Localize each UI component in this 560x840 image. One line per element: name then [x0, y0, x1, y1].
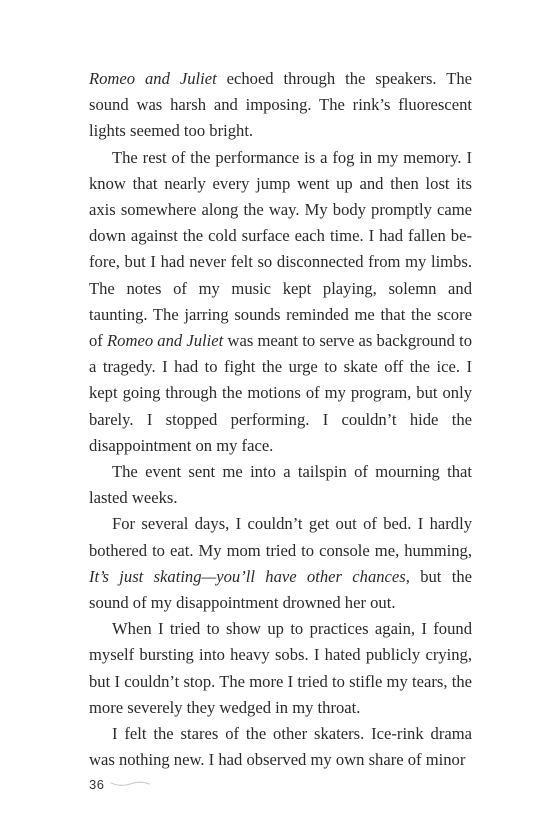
- paragraph-text: The rest of the performance is a fog in my memory. I know that nearly every jump went up and then lost its axis somewhere along the way. My body promptly came down against the cold surface each time. I had fallen before, but I had never felt so disconnected from my limbs. The notes of my music kept playing, solemn and taunting. The jarring sounds reminded me that the score of: [89, 147, 472, 351]
- paragraph-6: [89, 721, 472, 773]
- paragraph-text: but the sound of my disappointment drowned her out.: [89, 566, 472, 613]
- page-footer: [89, 773, 150, 795]
- paragraph-4: [89, 511, 472, 616]
- paragraph-text: echoed through the speakers. The sound was harsh and imposing. The rink’s fluorescent lights seemed too bright.: [89, 69, 472, 141]
- italic-quote: It’s just skating—you’ll have other chances,: [89, 566, 410, 586]
- paragraph-1: [89, 66, 472, 145]
- paragraph-2: [89, 145, 472, 459]
- paragraph-text: I felt the stares of the other skaters. Ice-rink drama was nothing new. I had observed my own share of minor: [89, 724, 472, 770]
- body-text: [89, 66, 472, 773]
- paragraph-text: When I tried to show up to practices again, I found myself bursting into heavy sobs. I hated publicly crying, but I couldn’t stop. The more I tried to stifle my tears, the more severely they wedged in my throat.: [89, 619, 472, 717]
- paragraph-text: For several days, I couldn’t get out of bed. I hardly bothered to eat. My mom tried to console me, humming,: [89, 514, 472, 560]
- italic-title: Romeo and Juliet: [89, 69, 217, 88]
- swash-ornament-icon: [110, 778, 150, 790]
- page-number: 36: [89, 776, 105, 792]
- paragraph-text: was meant to serve as background to a tragedy. I had to fight the urge to skate off the ice. I kept going through the motions of my program, but only barely. I stopped performing. I couldn’t hide the disappointment on my face.: [89, 331, 472, 455]
- italic-title: Romeo and Juliet: [107, 331, 224, 351]
- paragraph-5: [89, 616, 472, 721]
- paragraph-text: The event sent me into a tailspin of mourning that lasted weeks.: [89, 462, 472, 508]
- paragraph-3: [89, 459, 472, 511]
